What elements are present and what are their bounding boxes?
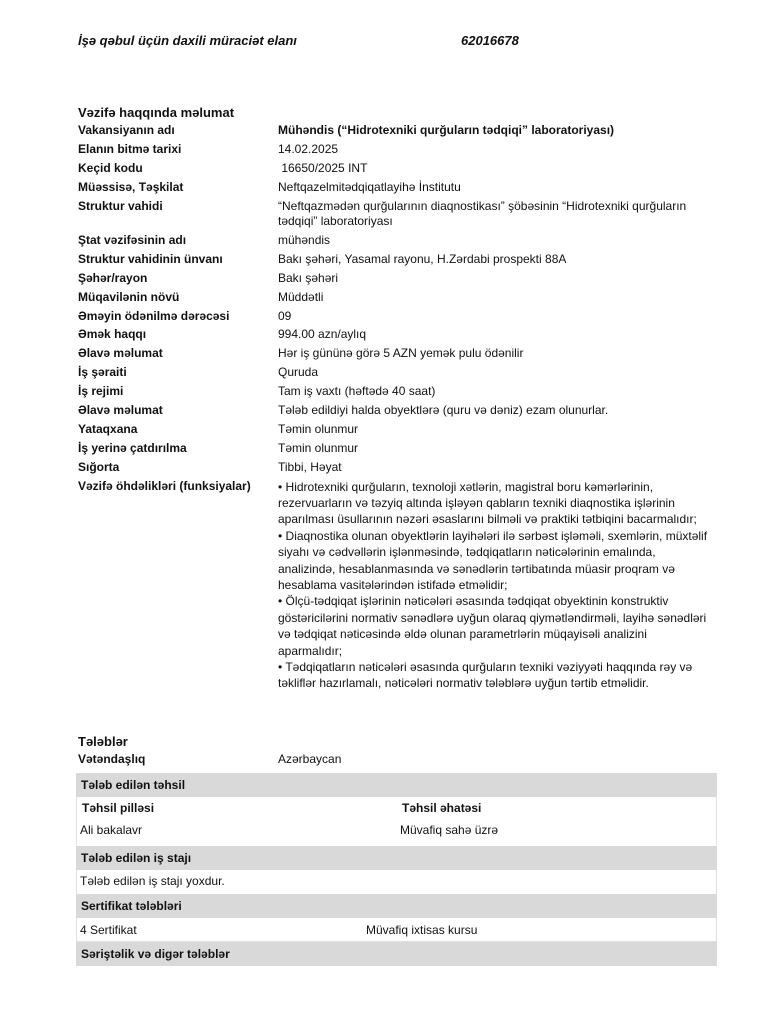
info-value: “Neftqazmədən qurğularının diaqnostikası” şöbəsinin “Hidrotexniki qurğuların tədqiqi” laboratoriyası bbox=[278, 198, 687, 229]
citizenship-row bbox=[78, 752, 341, 766]
info-row-contract-type bbox=[78, 290, 718, 306]
info-value: Tam iş vaxtı (həftədə 40 saat) bbox=[278, 384, 436, 399]
info-label: Əlavə məlumat bbox=[78, 402, 163, 417]
info-value: Təmin olunmur bbox=[278, 421, 359, 436]
education-level-header: Təhsil pilləsi bbox=[82, 801, 155, 815]
info-value: mühəndis bbox=[278, 232, 331, 247]
duty-item: • Hidrotexniki qurğuların, texnoloji xətlərin, magistral boru kəmərlərinin, rezervuarların və təzyiq altında işləyən qabların texniki diaqnostika işlərinin aparılması üsullarının nəzəri əsaslarını bilməli və praktiki tətbiqini bacarmalıdır; bbox=[278, 479, 697, 527]
info-label: İş şəraiti bbox=[78, 365, 127, 380]
info-value: 14.02.2025 bbox=[278, 141, 339, 156]
section-title-position-info: Vəzifə haqqında məlumat bbox=[78, 105, 235, 120]
info-row-vacancy-name bbox=[78, 123, 718, 139]
info-row-work-schedule bbox=[78, 384, 718, 400]
document-title: İşə qəbul üçün daxili müraciət elanı bbox=[78, 33, 297, 48]
info-value: 994.00 azn/aylıq bbox=[278, 327, 367, 342]
info-label: Əlavə məlumat bbox=[78, 346, 163, 361]
info-value: Tibbi, Həyat bbox=[278, 459, 342, 474]
duty-item: • Tədqiqatların nəticələri əsasında qurğuların texniki vəziyyəti haqqında rəy və təkliflər hazırlamalı, nəticələri normativ tələblərə uyğun tərtib etməlidir. bbox=[278, 660, 693, 691]
info-row-structural-unit bbox=[78, 199, 718, 230]
certificate-detail: Müvafiq ixtisas kursu bbox=[366, 923, 478, 937]
info-label: İş rejimi bbox=[78, 384, 124, 399]
info-row-pay-grade bbox=[78, 309, 718, 325]
info-label: Struktur vahidi bbox=[78, 198, 163, 213]
info-label: Elanın bitmə tarixi bbox=[78, 141, 182, 156]
citizenship-label: Vətəndaşlıq bbox=[78, 752, 146, 766]
duties-list bbox=[278, 479, 714, 692]
info-label: Şəhər/rayon bbox=[78, 270, 148, 285]
section-title-requirements: Tələblər bbox=[78, 734, 128, 749]
info-row-staff-position bbox=[78, 233, 718, 249]
education-table bbox=[76, 797, 717, 845]
info-row-additional-info bbox=[78, 346, 718, 362]
education-level-value: Ali bakalavr bbox=[80, 823, 143, 837]
info-label: Vakansiyanın adı bbox=[78, 123, 175, 137]
info-label: Keçid kodu bbox=[78, 160, 143, 175]
info-value: Bakı şəhəri bbox=[278, 270, 339, 285]
info-value: Quruda bbox=[278, 365, 319, 380]
info-row-dormitory bbox=[78, 422, 718, 438]
info-row-additional-info-2 bbox=[78, 403, 718, 419]
info-row-insurance bbox=[78, 460, 718, 476]
certificate-name: 4 Sertifikat bbox=[80, 923, 137, 937]
info-label: Əmək haqqı bbox=[78, 327, 147, 342]
duty-item: • Diaqnostika olunan obyektlərin layihələri ilə sərbəst işləməli, sxemlərin, müxtəlif siyahı və cədvəllərin işlənməsində, tədqiqatların nəticələrinin emalında, analizində, hesablanmasında və sənədlərin tərtibatında müasir proqram və hesablama vasitələrindən istifadə etməlidir; bbox=[278, 528, 708, 592]
info-row-end-date bbox=[78, 142, 718, 158]
info-row-organization bbox=[78, 180, 718, 196]
document-number: 62016678 bbox=[461, 33, 519, 48]
info-label: İş yerinə çatdırılma bbox=[78, 440, 187, 455]
citizenship-value: Azərbaycan bbox=[278, 752, 342, 766]
info-value: 09 bbox=[278, 308, 292, 323]
education-band: Tələb edilən təhsil bbox=[76, 773, 717, 797]
education-scope-value: Müvafiq sahə üzrə bbox=[400, 823, 499, 837]
info-label: Müəssisə, Təşkilat bbox=[78, 179, 184, 194]
info-label: Ştat vəzifəsinin adı bbox=[78, 232, 187, 247]
info-value: Bakı şəhəri, Yasamal rayonu, H.Zərdabi prospekti 88A bbox=[278, 251, 567, 266]
info-row-transport bbox=[78, 441, 718, 457]
info-value: Mühəndis (“Hidrotexniki qurğuların tədqiqi” laboratoriyası) bbox=[278, 123, 615, 137]
info-row-salary bbox=[78, 327, 718, 343]
info-label: Struktur vahidinin ünvanı bbox=[78, 251, 223, 266]
info-value: Hər iş gününə görə 5 AZN yemək pulu ödənilir bbox=[278, 346, 524, 361]
info-label: Əməyin ödənilmə dərəcəsi bbox=[78, 308, 230, 323]
info-label: Sığorta bbox=[78, 459, 120, 474]
info-row-address bbox=[78, 252, 718, 268]
info-value: Təmin olunmur bbox=[278, 440, 359, 455]
info-row-code bbox=[78, 161, 718, 177]
info-label: Vəzifə öhdəlikləri (funksiyalar) bbox=[78, 478, 251, 493]
skills-band: Səriştəlik və digər tələblər bbox=[76, 942, 717, 966]
info-value: Tələb edildiyi halda obyektlərə (quru və dəniz) ezam olunurlar. bbox=[278, 402, 609, 417]
info-label: Müqavilənin növü bbox=[78, 289, 180, 304]
info-value: 16650/2025 INT bbox=[278, 160, 368, 175]
experience-band: Tələb edilən iş stajı bbox=[76, 846, 717, 870]
info-value: Neftqazelmitədqiqatlayihə İnstitutu bbox=[278, 179, 461, 194]
experience-text: Tələb edilən iş stajı yoxdur. bbox=[80, 874, 225, 888]
position-info-table bbox=[78, 123, 718, 695]
education-scope-header: Təhsil əhatəsi bbox=[402, 801, 482, 815]
info-label: Yataqxana bbox=[78, 421, 138, 436]
duty-item: • Ölçü-tədqiqat işlərinin nəticələri əsasında tədqiqat obyektinin konstruktiv göstəricilərini normativ sənədlərə uyğun olaraq qiymətləndirməli, layihə sənədləri və tədqiqat nəticəsində əldə olunan parametrlərin müqayisəli analizini aparmalıdır; bbox=[278, 594, 707, 658]
info-row-work-conditions bbox=[78, 365, 718, 381]
certificate-band: Sertifikat tələbləri bbox=[76, 894, 717, 918]
info-row-duties bbox=[78, 479, 718, 692]
info-value: Müddətli bbox=[278, 289, 324, 304]
info-row-city bbox=[78, 271, 718, 287]
